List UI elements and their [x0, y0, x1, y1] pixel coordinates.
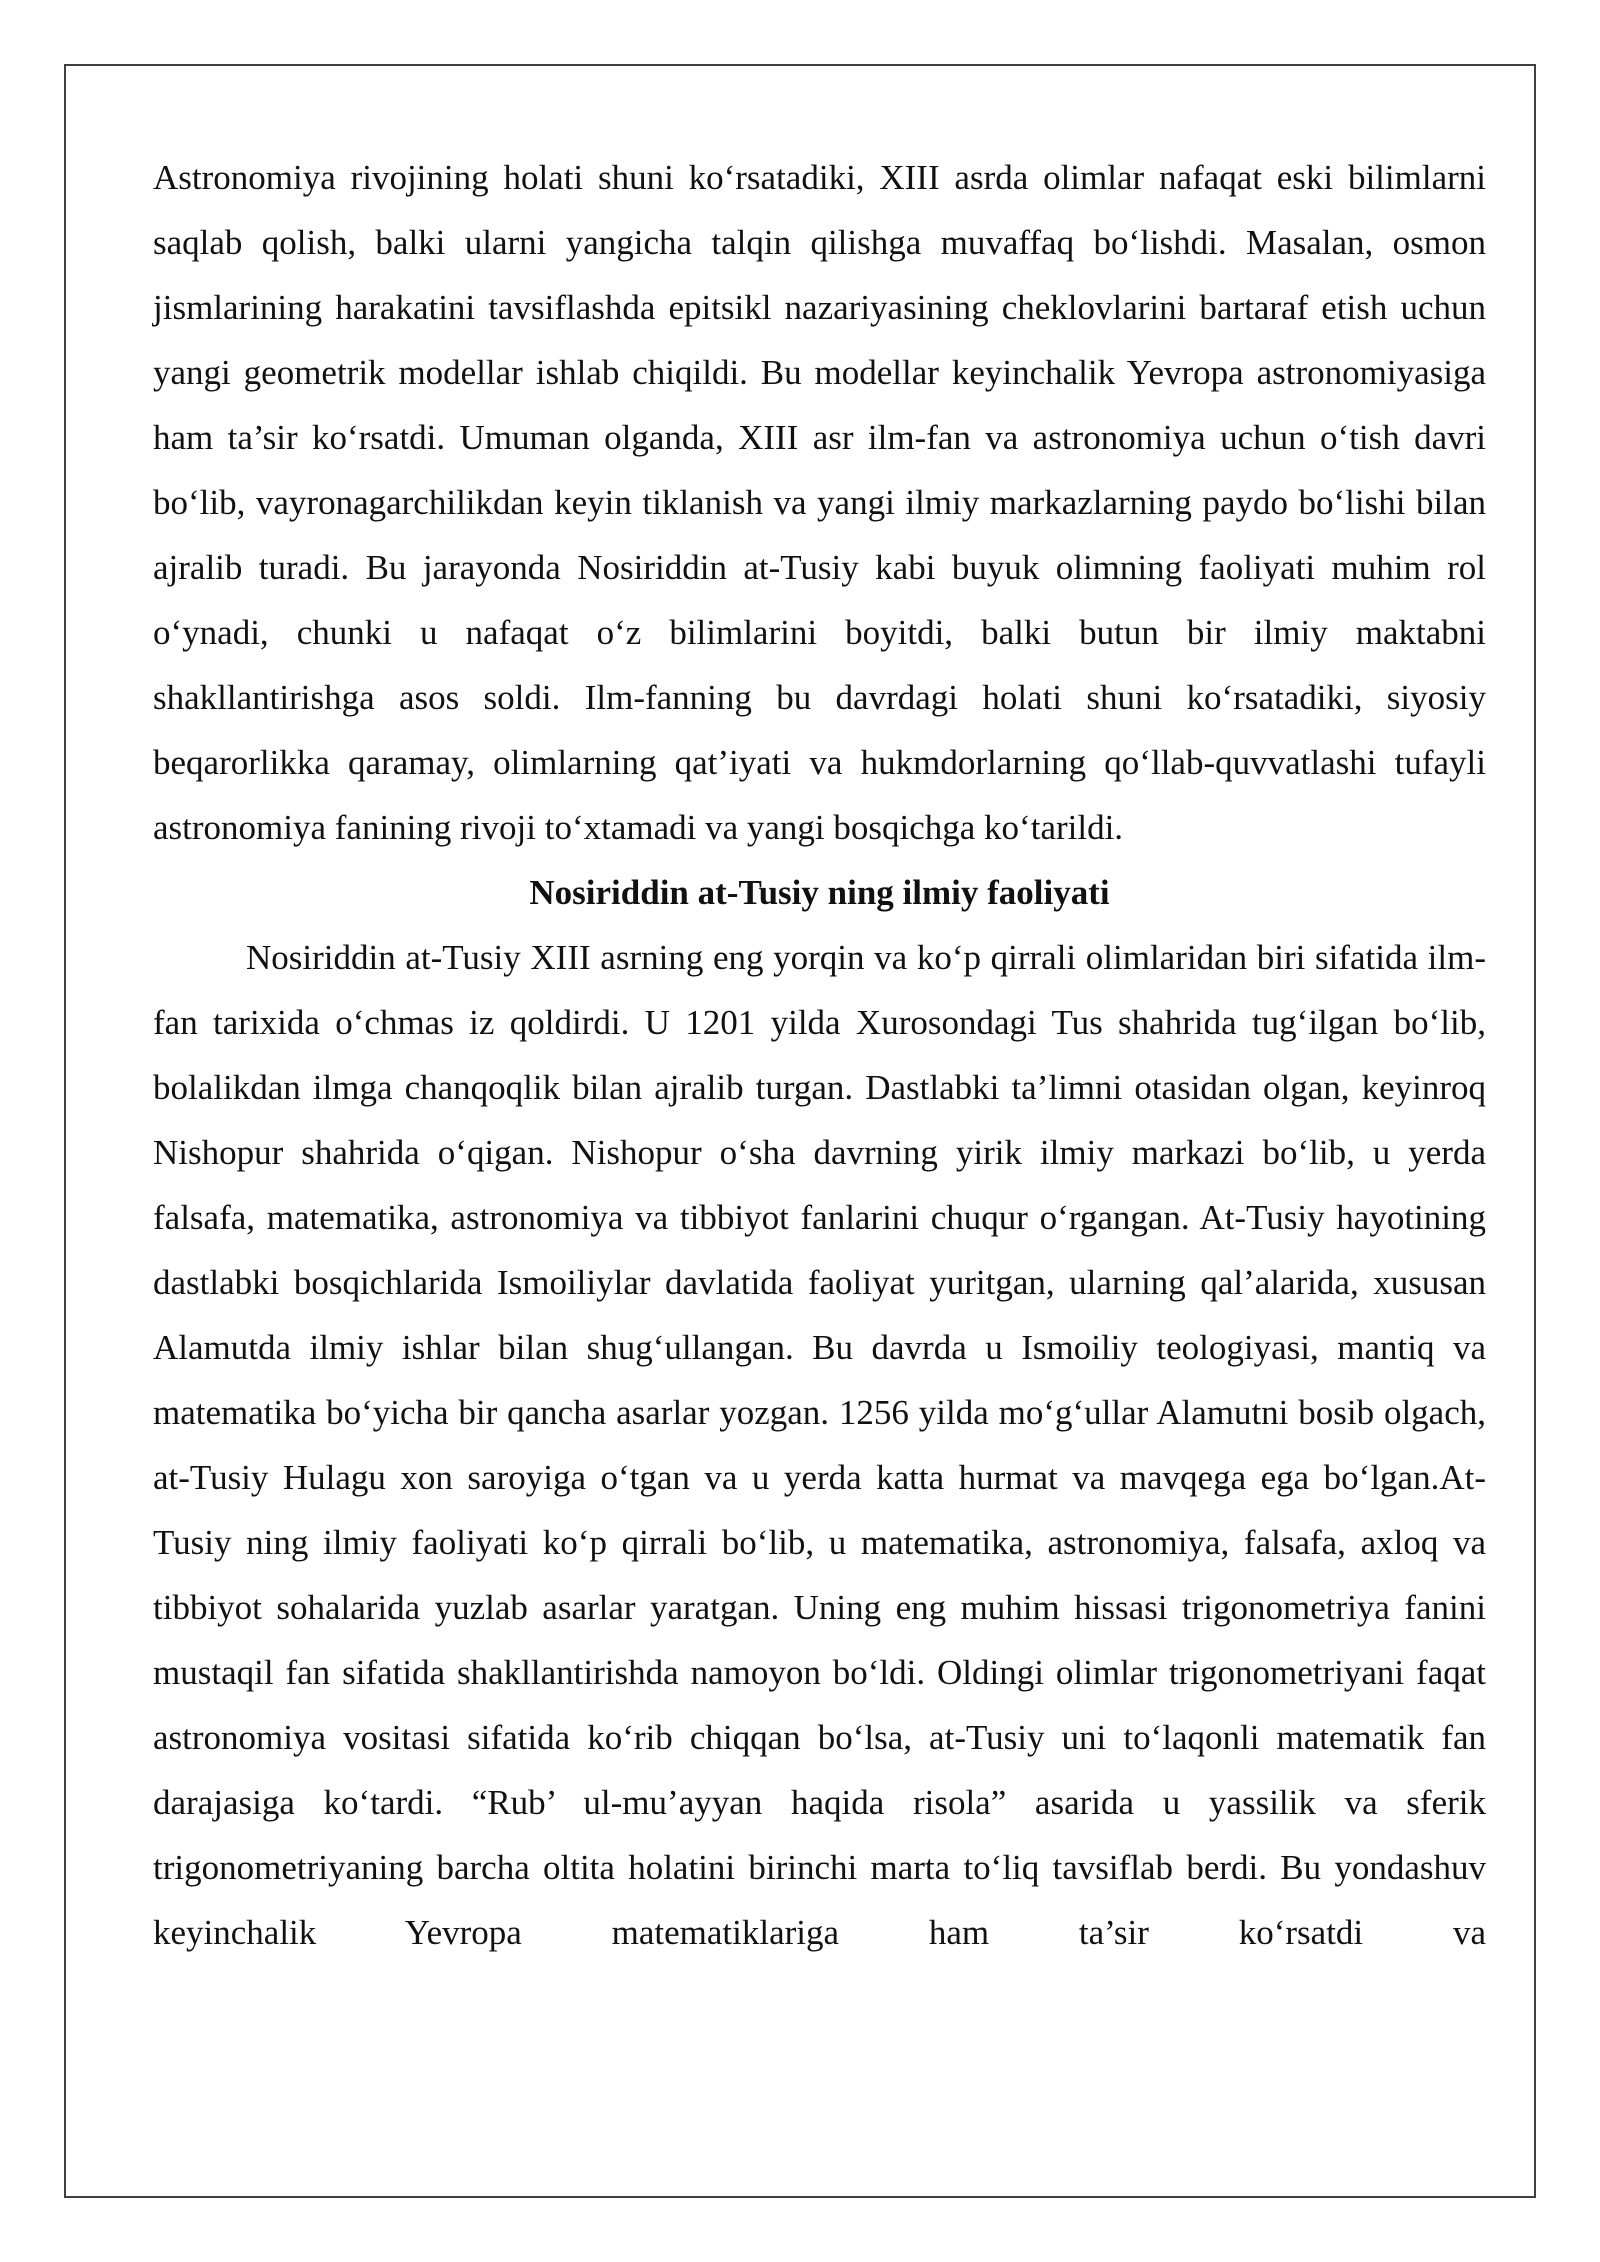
- document-body: [153, 145, 1486, 1965]
- paragraph: Astronomiya rivojining holati shuni ko‘rsatadiki, XIII asrda olimlar nafaqat eski bilimlarni saqlab qolish, balki ularni yangicha talqin qilishga muvaffaq bo‘lishdi. Masalan, osmon jismlarining harakatini tavsiflashda epitsikl nazariyasining cheklovlarini bartaraf etish uchun yangi geometrik modellar ishlab chiqildi. Bu modellar keyinchalik Yevropa astronomiyasiga ham ta’sir ko‘rsatdi. Umuman olganda, XIII asr ilm-fan va astronomiya uchun o‘tish davri bo‘lib, vayronagarchilikdan keyin tiklanish va yangi ilmiy markazlarning paydo bo‘lishi bilan ajralib turadi. Bu jarayonda Nosiriddin at-Tusiy kabi buyuk olimning faoliyati muhim rol o‘ynadi, chunki u nafaqat o‘z bilimlarini boyitdi, balki butun bir ilmiy maktabni shakllantirishga asos soldi. Ilm-fanning bu davrdagi holati shuni ko‘rsatadiki, siyosiy beqarorlikka qaramay, olimlarning qat’iyati va hukmdorlarning qo‘llab-quvvatlashi tufayli astronomiya fanining rivoji to‘xtamadi va yangi bosqichga ko‘tarildi.: [153, 158, 1486, 847]
- paragraph: Nosiriddin at-Tusiy XIII asrning eng yorqin va ko‘p qirrali olimlaridan biri sifatida ilm-fan tarixida o‘chmas iz qoldirdi. U 1201 yilda Xurosondagi Tus shahrida tug‘ilgan bo‘lib, bolalikdan ilmga chanqoqlik bilan ajralib turgan. Dastlabki ta’limni otasidan olgan, keyinroq Nishopur shahrida o‘qigan. Nishopur o‘sha davrning yirik ilmiy markazi bo‘lib, u yerda falsafa, matematika, astronomiya va tibbiyot fanlarini chuqur o‘rgangan. At-Tusiy hayotining dastlabki bosqichlarida Ismoiliylar davlatida faoliyat yuritgan, ularning qal’alarida, xususan Alamutda ilmiy ishlar bilan shug‘ullangan. Bu davrda u Ismoiliy teologiyasi, mantiq va matematika bo‘yicha bir qancha asarlar yozgan. 1256 yilda mo‘g‘ullar Alamutni bosib olgach, at-Tusiy Hulagu xon saroyiga o‘tgan va u yerda katta hurmat va mavqega ega bo‘lgan.At-Tusiy ning ilmiy faoliyati ko‘p qirrali bo‘lib, u matematika, astronomiya, falsafa, axloq va tibbiyot sohalarida yuzlab asarlar yaratgan. Uning eng muhim hissasi trigonometriya fanini mustaqil fan sifatida shakllantirishda namoyon bo‘ldi. Oldingi olimlar trigonometriyani faqat astronomiya vositasi sifatida ko‘rib chiqqan bo‘lsa, at-Tusiy uni to‘laqonli matematik fan darajasiga ko‘tardi. “Rub’ ul-mu’ayyan haqida risola” asarida u yassilik va sferik trigonometriyaning barcha oltita holatini birinchi marta to‘liq tavsiflab berdi. Bu yondashuv keyinchalik Yevropa matematiklariga ham ta’sir ko‘rsatdi va: [153, 938, 1486, 1952]
- section-heading: Nosiriddin at-Tusiy ning ilmiy faoliyati: [529, 873, 1110, 912]
